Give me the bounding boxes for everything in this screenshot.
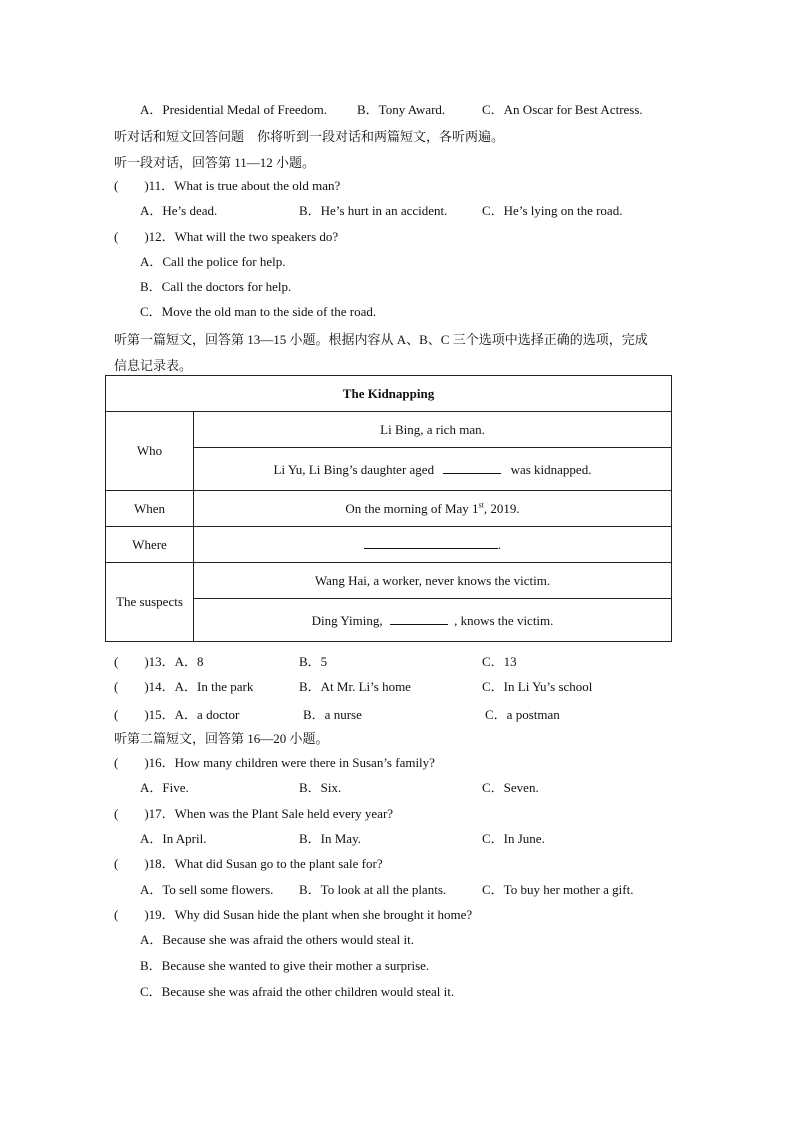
q15-stem: ( )15．A．a doctor (114, 707, 240, 722)
q19-option-b: B．Because she wanted to give their mother a surprise. (140, 958, 430, 973)
who-line2-post: was kidnapped. (510, 461, 592, 477)
info-record-table (105, 375, 672, 642)
passage1-intro-line2: 信息记录表。 (114, 358, 193, 373)
suspect2-post: , knows the victim. (454, 612, 554, 628)
q18-option-b: B．To look at all the plants. (299, 882, 447, 897)
q18-option-a: A．To sell some flowers. (140, 882, 274, 897)
who-line2-pre: Li Yu, Li Bing’s daughter aged (273, 461, 435, 477)
q16-option-c: C．Seven. (482, 780, 539, 795)
q11-option-b: B．He’s hurt in an accident. (299, 203, 448, 218)
passage2-intro: 听第二篇短文，回答第 16—20 小题。 (114, 731, 329, 746)
q16-option-b: B．Six. (299, 780, 342, 795)
job-blank[interactable] (390, 612, 448, 625)
q13-option-c: C．13 (482, 654, 517, 669)
suspect2-pre: Ding Yiming, (311, 612, 383, 628)
when-sup: st (478, 500, 484, 510)
dialogue-intro: 听一段对话，回答第 11—12 小题。 (114, 155, 316, 170)
q11-option-a: A．He’s dead. (140, 203, 218, 218)
where-value (194, 527, 672, 563)
q18-stem: ( )18．What did Susan go to the plant sale for? (114, 856, 383, 871)
q10-option-b: B．Tony Award. (357, 102, 446, 117)
q10-option-a: A．Presidential Medal of Freedom. (140, 102, 328, 117)
suspects-label: The suspects (106, 563, 194, 642)
q19-option-c: C．Because she was afraid the other children would steal it. (140, 984, 455, 999)
when-pre: On the morning of May 1 (345, 500, 479, 516)
q17-stem: ( )17．When was the Plant Sale held every year? (114, 806, 394, 821)
q17-option-b: B．In May. (299, 831, 361, 846)
when-post: , 2019. (483, 500, 520, 516)
when-label: When (106, 491, 194, 527)
table-title: The Kidnapping (106, 376, 672, 412)
who-line1: Li Bing, a rich man. (194, 412, 672, 448)
q15-option-c: C．a postman (485, 707, 560, 722)
who-line2 (194, 448, 672, 491)
where-post: . (497, 537, 502, 552)
q16-option-a: A．Five. (140, 780, 189, 795)
q12-option-a: A．Call the police for help. (140, 254, 286, 269)
q16-stem: ( )16．How many children were there in Susan’s family? (114, 755, 435, 770)
q15-option-b: B．a nurse (303, 707, 362, 722)
suspect1: Wang Hai, a worker, never knows the victim. (194, 563, 672, 599)
passage1-intro-line1: 听第一篇短文，回答第 13—15 小题。根据内容从 A、B、C 三个选项中选择正确的选项，完成 (114, 332, 648, 347)
q11-option-c: C．He’s lying on the road. (482, 203, 623, 218)
q17-option-c: C．In June. (482, 831, 545, 846)
where-blank[interactable] (364, 536, 498, 549)
q14-option-b: B．At Mr. Li’s home (299, 679, 411, 694)
q10-option-c: C．An Oscar for Best Actress. (482, 102, 643, 117)
q17-option-a: A．In April. (140, 831, 207, 846)
where-label: Where (106, 527, 194, 563)
q12-stem: ( )12．What will the two speakers do? (114, 229, 339, 244)
suspect2 (194, 599, 672, 642)
q19-stem: ( )19．Why did Susan hide the plant when she brought it home? (114, 907, 473, 922)
q12-option-c: C．Move the old man to the side of the road. (140, 304, 377, 319)
age-blank[interactable] (443, 461, 501, 474)
q12-option-b: B．Call the doctors for help. (140, 279, 292, 294)
q11-stem: ( )11．What is true about the old man? (114, 178, 341, 193)
section-intro: 听对话和短文回答问题 你将听到一段对话和两篇短文，各听两遍。 (114, 129, 505, 144)
q19-option-a: A．Because she was afraid the others would steal it. (140, 932, 415, 947)
q18-option-c: C．To buy her mother a gift. (482, 882, 634, 897)
q13-option-b: B．5 (299, 654, 328, 669)
q14-stem: ( )14．A．In the park (114, 679, 254, 694)
q13-stem: ( )13．A．8 (114, 654, 204, 669)
when-value (194, 491, 672, 527)
who-label: Who (106, 412, 194, 491)
q14-option-c: C．In Li Yu’s school (482, 679, 593, 694)
